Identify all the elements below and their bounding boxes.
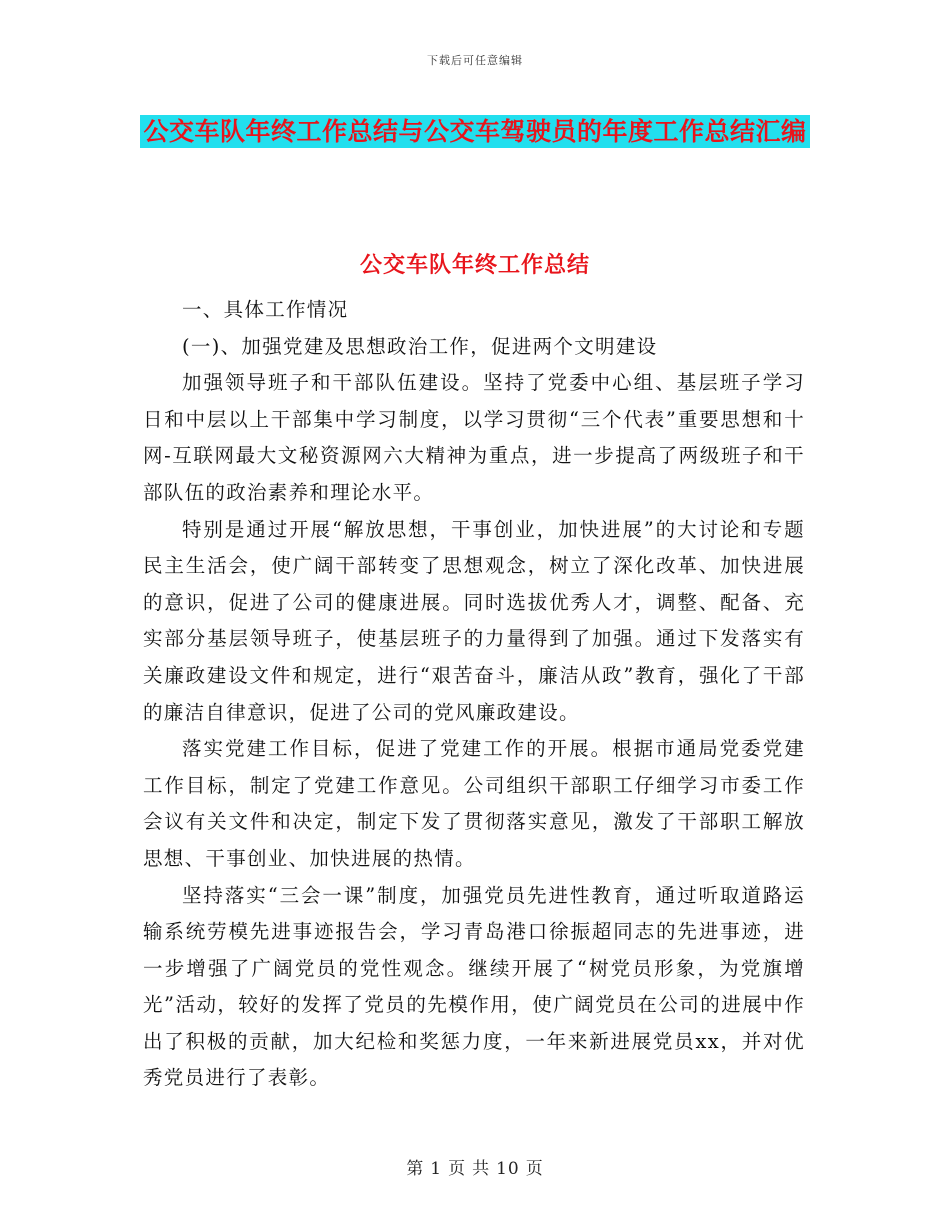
paragraph: 落实党建工作目标，促进了党建工作的开展。根据市通局党委党建工作目标，制定了党建工作意见。公司组织干部职工仔细学习市委工作会议有关文件和决定，制定下发了贯彻落实意见，激发了干部职工解放思想、干事创业、加快进展的热情。 (143, 737, 805, 870)
page-footer (0, 1154, 950, 1179)
page-mid: 页 (448, 1159, 467, 1179)
document-title-highlight: 公交车队年终工作总结与公交车驾驶员的年度工作总结汇编 (140, 115, 809, 148)
paragraph-heading-2: (一)、加强党建及思想政治工作，促进两个文明建设 (182, 334, 658, 358)
current-page-number: 1 (430, 1159, 443, 1179)
page-suffix: 页 (525, 1159, 544, 1179)
document-title (140, 110, 810, 154)
header-note: 下载后可任意编辑 (427, 54, 523, 67)
paragraph: 特别是通过开展“解放思想，干事创业，加快进展”的大讨论和专题民主生活会，使广阔干部转变了思想观念，树立了深化改革、加快进展的意识，促进了公司的健康进展。同时选拔优秀人才，调整、配备、充实部分基层领导班子，使基层班子的力量得到了加强。通过下发落实有关廉政建设文件和规定，进行“艰苦奋斗，廉洁从政”教育，强化了干部的廉洁自律意识，促进了公司的党风廉政建设。 (143, 517, 805, 724)
paragraph: 加强领导班子和干部队伍建设。坚持了党委中心组、基层班子学习日和中层以上干部集中学习制度，以学习贯彻“三个代表”重要思想和十网-互联网最大文秘资源网六大精神为重点，进一步提高了两级班子和干部队伍的政治素养和理论水平。 (143, 371, 805, 504)
page-prefix: 第 (406, 1159, 425, 1179)
total-page-number: 10 (496, 1159, 520, 1179)
total-prefix: 共 (472, 1159, 491, 1179)
document-body (143, 292, 805, 1097)
section-title: 公交车队年终工作总结 (359, 252, 590, 278)
paragraph-heading-1: 一、具体工作情况 (182, 298, 349, 321)
paragraph: 坚持落实“三会一课”制度，加强党员先进性教育，通过听取道路运输系统劳模先进事迹报告会，学习青岛港口徐振超同志的先进事迹，进一步增强了广阔党员的党性观念。继续开展了“树党员形象，为党旗增光”活动，较好的发挥了党员的先模作用，使广阔党员在公司的进展中作出了积极的贡献，加大纪检和奖惩力度，一年来新进展党员xx，并对优秀党员进行了表彰。 (143, 883, 805, 1090)
